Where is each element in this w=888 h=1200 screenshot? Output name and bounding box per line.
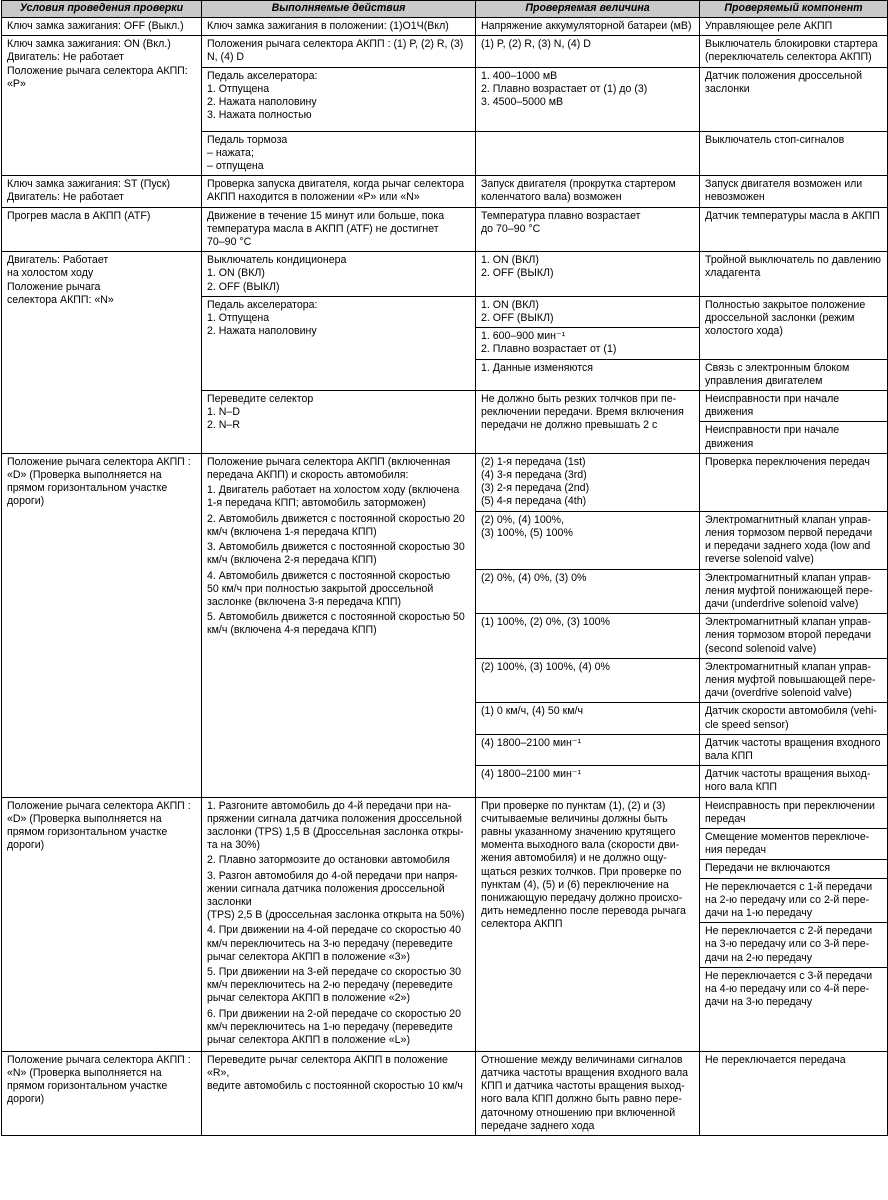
text-line: Напряжение аккумуляторной батареи (мВ) bbox=[481, 20, 692, 32]
text-line: ления муфтой понижающей пере- bbox=[705, 584, 873, 597]
text-line: Не переключается с 1-й передачи bbox=[705, 880, 873, 893]
text-line: 4. При движении на 4-ой передаче со скоростью 40 bbox=[207, 924, 462, 937]
action-paragraph bbox=[207, 570, 471, 610]
text-line: Положение рычага bbox=[7, 280, 101, 293]
cell-value bbox=[476, 18, 700, 36]
cell-conditions bbox=[2, 1051, 202, 1135]
text-line: (4) 3-я передача (3rd) bbox=[481, 469, 587, 482]
text-line: reverse solenoid valve) bbox=[705, 553, 814, 566]
text-line: Переведите рычаг селектора АКПП в положение «R», bbox=[207, 1053, 451, 1079]
cell-actions bbox=[202, 67, 476, 131]
text-line: Неисправности при начале bbox=[705, 424, 840, 437]
text-line: 1. Разгоните автомобиль до 4-й передачи при на- bbox=[207, 799, 452, 812]
cell-component bbox=[700, 18, 888, 36]
header-actions: Выполняемые действия bbox=[202, 1, 476, 18]
cell-value bbox=[476, 734, 700, 765]
table-row bbox=[2, 1051, 888, 1135]
text-line: на 3-ю передачу или со 3-й пере- bbox=[705, 938, 870, 951]
cell-value bbox=[476, 766, 700, 797]
text-line: (1) 0 км/ч, (4) 50 км/ч bbox=[481, 705, 583, 718]
cell-value bbox=[476, 614, 700, 659]
text-line: 1. ON (ВКЛ) bbox=[481, 298, 539, 311]
text-line: ления тормозом первой передачи bbox=[705, 526, 873, 539]
text-line: до 70–90 °C bbox=[481, 222, 541, 235]
text-line: Положение рычага селектора АКПП: «P» bbox=[7, 64, 191, 90]
text-line: Педаль акселератора: bbox=[207, 69, 318, 82]
text-line: 2. Плавно возрастает от (1) bbox=[481, 343, 617, 356]
text-line: АКПП находится в положении «P» или «N» bbox=[207, 191, 420, 204]
text-line: (2) 0%, (4) 0%, (3) 0% bbox=[481, 571, 587, 584]
text-line: та на 30%) bbox=[207, 839, 260, 852]
text-line: Передачи не включаются bbox=[705, 862, 831, 875]
cell-conditions bbox=[2, 252, 202, 454]
text-line: дачи на 1-ю передачу bbox=[705, 906, 813, 919]
cell-component bbox=[700, 511, 888, 569]
table-row bbox=[2, 36, 888, 67]
text-line: 5. Автомобиль движется с постоянной скоростью 50 bbox=[207, 611, 465, 624]
text-line: дить немедленно после перевода рычага bbox=[481, 905, 686, 918]
text-line: Выключатель кондиционера bbox=[207, 254, 347, 267]
text-line: Температура плавно возрастает bbox=[481, 209, 641, 222]
text-line: дачи на 3-ю передачу bbox=[705, 996, 813, 1009]
text-line: на холостом ходу bbox=[7, 267, 94, 280]
cell-value bbox=[476, 328, 700, 359]
text-line: 1. 600–900 мин⁻¹ bbox=[481, 330, 566, 343]
text-line: Положение рычага селектора АКПП : bbox=[7, 1053, 191, 1066]
text-line: 1. Отпущена bbox=[207, 82, 270, 95]
text-line: 2. OFF (ВЫКЛ) bbox=[481, 267, 554, 280]
text-line: щаться резких толчков. При проверке по bbox=[481, 865, 682, 878]
text-line: реключении передачи. Время включения bbox=[481, 406, 684, 419]
text-line: 3. Автомобиль движется с постоянной скоростью 30 bbox=[207, 541, 465, 554]
cell-component bbox=[700, 176, 888, 207]
cell-value bbox=[476, 511, 700, 569]
text-line: Ключ замка зажигания: ST (Пуск) bbox=[7, 178, 170, 191]
text-line: 1-я передача КПП; автомобиль заторможен) bbox=[207, 497, 426, 510]
cell-value bbox=[476, 453, 700, 511]
text-line: (5) 4-я передача (4th) bbox=[481, 495, 587, 508]
text-line: Электромагнитный клапан управ- bbox=[705, 660, 871, 673]
text-line: (4) 1800–2100 мин⁻¹ bbox=[481, 768, 582, 781]
cell-actions bbox=[202, 453, 476, 797]
cell-component bbox=[700, 614, 888, 659]
cell-component bbox=[700, 658, 888, 703]
cell-component bbox=[700, 453, 888, 511]
text-line: прямом горизонтальном участке bbox=[7, 1080, 168, 1093]
cell-component bbox=[700, 967, 888, 1051]
cell-conditions bbox=[2, 18, 202, 36]
text-line: Датчик частоты вращения входного bbox=[705, 736, 881, 749]
text-line: прямом горизонтальном участке bbox=[7, 482, 168, 495]
cell-value bbox=[476, 296, 700, 327]
text-line: Запуск двигателя (прокрутка стартером bbox=[481, 178, 676, 191]
text-line: (2) 0%, (4) 100%, bbox=[481, 513, 565, 526]
text-line: движения bbox=[705, 437, 754, 450]
cell-value bbox=[476, 207, 700, 252]
text-line: 3. Разгон автомобиля до 4-ой передачи при напря- bbox=[207, 869, 458, 882]
cell-component bbox=[700, 797, 888, 828]
text-line: (1) 100%, (2) 0%, (3) 100% bbox=[481, 616, 610, 629]
text-line: даточному отношению при включенной bbox=[481, 1106, 676, 1119]
text-line: Переведите селектор bbox=[207, 393, 314, 406]
text-line: Запуск двигателя возможен или bbox=[705, 178, 863, 191]
cell-value bbox=[476, 36, 700, 67]
header-component: Проверяемый компонент bbox=[700, 1, 888, 18]
text-line: дачи (overdrive solenoid valve) bbox=[705, 687, 852, 700]
text-line: Датчик температуры масла в АКПП bbox=[705, 209, 880, 222]
action-paragraph bbox=[207, 800, 471, 853]
text-line: 2. OFF (ВЫКЛ) bbox=[481, 312, 554, 325]
text-line: Тройной выключатель по давлению bbox=[705, 254, 881, 267]
action-paragraph bbox=[207, 1008, 471, 1048]
cell-actions bbox=[202, 176, 476, 207]
text-line: 2. Плавно затормозите до остановки автомобиля bbox=[207, 854, 450, 867]
text-line: Положение рычага селектора АКПП (включенная bbox=[207, 455, 451, 468]
text-line: ного вала КПП должно быть равно пере- bbox=[481, 1093, 682, 1106]
cell-component bbox=[700, 569, 888, 614]
cell-value bbox=[476, 569, 700, 614]
text-line: ного вала КПП bbox=[705, 781, 778, 794]
text-line: Ключ замка зажигания: OFF (Выкл.) bbox=[7, 20, 184, 32]
text-line: 1. Отпущена bbox=[207, 312, 270, 325]
cell-component bbox=[700, 828, 888, 859]
cell-value bbox=[476, 359, 700, 390]
text-line: Ключ замка зажигания: ON (Вкл.) bbox=[7, 38, 171, 51]
cell-component bbox=[700, 252, 888, 297]
cell-value bbox=[476, 658, 700, 703]
cell-conditions bbox=[2, 36, 202, 176]
text-line: Электромагнитный клапан управ- bbox=[705, 571, 871, 584]
text-line: 50 км/ч при полностью закрытой дроссельной bbox=[207, 582, 434, 595]
text-line: Двигатель: Не работает bbox=[7, 51, 124, 64]
text-line: вала КПП bbox=[705, 749, 753, 762]
text-line: заслонки bbox=[705, 82, 750, 95]
text-line: «D» (Проверка выполняется на bbox=[7, 469, 162, 482]
cell-value bbox=[476, 131, 700, 176]
text-line: (TPS) 2,5 В (дроссельная заслонка открыта на 50%) bbox=[207, 909, 465, 922]
text-line: Датчик скорости автомобиля (vehi- bbox=[705, 705, 877, 718]
table-row bbox=[2, 207, 888, 252]
text-line: Выключатель стоп-сигналов bbox=[705, 133, 845, 146]
text-line: км/ч переключитесь на 2-ю передачу (переведите bbox=[207, 979, 453, 992]
text-line: на 2-ю передачу или со 2-й пере- bbox=[705, 893, 870, 906]
text-line: передач bbox=[705, 812, 746, 825]
text-line: Прогрев масла в АКПП (ATF) bbox=[7, 209, 151, 222]
text-line: (1) P, (2) R, (3) N, (4) D bbox=[481, 38, 591, 51]
cell-component bbox=[700, 131, 888, 176]
text-line: Положения рычага селектора АКПП : (1) P, (2) R, (3) bbox=[207, 38, 464, 51]
text-line: (2) 1-я передача (1st) bbox=[481, 455, 586, 468]
cell-value bbox=[476, 391, 700, 454]
cell-value bbox=[476, 797, 700, 1051]
cell-actions bbox=[202, 797, 476, 1051]
text-line: Электромагнитный клапан управ- bbox=[705, 513, 871, 526]
text-line: км/ч (включена 4-я передача КПП) bbox=[207, 624, 377, 637]
text-line: Двигатель: Не работает bbox=[7, 191, 124, 204]
action-paragraph bbox=[207, 611, 471, 637]
text-line: коленчатого вала) возможен bbox=[481, 191, 622, 204]
text-line: Положение рычага селектора АКПП : bbox=[7, 799, 191, 812]
text-line: – нажата; bbox=[207, 146, 254, 159]
text-line: Неисправность при переключении bbox=[705, 799, 875, 812]
diagnostic-table bbox=[1, 0, 888, 1136]
text-line: невозможен bbox=[705, 191, 765, 204]
table-row bbox=[2, 453, 888, 511]
cell-component bbox=[700, 1051, 888, 1135]
text-line: 5. При движении на 3-ей передаче со скоростью 30 bbox=[207, 965, 462, 978]
text-line: жении сигнала датчика положения дроссельной заслонки bbox=[207, 882, 448, 908]
text-line: 1. N–D bbox=[207, 406, 240, 419]
text-line: км/ч переключитесь на 1-ю передачу (переведите bbox=[207, 1020, 453, 1033]
cell-value bbox=[476, 1051, 700, 1135]
text-line: хладагента bbox=[705, 267, 761, 280]
text-line: пряжении сигнала датчика положения дроссельной bbox=[207, 812, 462, 825]
cell-component bbox=[700, 391, 888, 422]
text-line: Управляющее реле АКПП bbox=[705, 20, 833, 32]
text-line: селектора АКПП bbox=[481, 918, 563, 931]
text-line: Ключ замка зажигания в положении: (1)О1Ч(Вкл) bbox=[207, 20, 449, 32]
text-line: дороги) bbox=[7, 839, 45, 852]
text-line: (second solenoid valve) bbox=[705, 642, 817, 655]
cell-value bbox=[476, 67, 700, 131]
action-paragraph bbox=[207, 513, 471, 539]
text-line: считываемые величины должны быть bbox=[481, 812, 668, 825]
cell-component bbox=[700, 703, 888, 734]
text-line: движения bbox=[705, 406, 754, 419]
text-line: 2. Автомобиль движется с постоянной скоростью 20 bbox=[207, 512, 465, 525]
cell-actions bbox=[202, 391, 476, 454]
cell-conditions bbox=[2, 797, 202, 1051]
action-paragraph bbox=[207, 870, 471, 923]
header-conditions: Условия проведения проверки bbox=[2, 1, 202, 18]
cell-actions bbox=[202, 131, 476, 176]
cell-component bbox=[700, 207, 888, 252]
cell-conditions bbox=[2, 207, 202, 252]
text-line: прямом горизонтальном участке bbox=[7, 825, 168, 838]
text-line: (4) 1800–2100 мин⁻¹ bbox=[481, 736, 582, 749]
text-line: 1. Данные изменяются bbox=[481, 361, 594, 374]
cell-component bbox=[700, 766, 888, 797]
cell-component bbox=[700, 422, 888, 453]
header-row bbox=[2, 1, 888, 18]
text-line: При проверке по пунктам (1), (2) и (3) bbox=[481, 799, 666, 812]
cell-component bbox=[700, 860, 888, 878]
text-line: Отношение между величинами сигналов bbox=[481, 1053, 683, 1066]
cell-component bbox=[700, 923, 888, 968]
text-line: Неисправности при начале bbox=[705, 393, 840, 406]
cell-actions bbox=[202, 36, 476, 67]
action-paragraph bbox=[207, 924, 471, 964]
action-paragraph bbox=[207, 854, 471, 867]
text-line: датчика частоты вращения входного вала bbox=[481, 1066, 689, 1079]
text-line: 1. 400–1000 мВ bbox=[481, 69, 558, 82]
text-line: и передачи заднего хода (low and bbox=[705, 540, 871, 553]
cell-actions bbox=[202, 18, 476, 36]
cell-component bbox=[700, 296, 888, 359]
text-line: Не должно быть резких толчков при пе- bbox=[481, 393, 677, 406]
text-line: Датчик положения дроссельной bbox=[705, 69, 863, 82]
text-line: заслонке (включена 3-я передача КПП) bbox=[207, 595, 401, 608]
text-line: 1. ON (ВКЛ) bbox=[207, 267, 265, 280]
text-line: Положение рычага селектора АКПП : bbox=[7, 455, 191, 468]
text-line: 1. Двигатель работает на холостом ходу (включена bbox=[207, 484, 460, 497]
text-line: КПП и датчика частоты вращения выход- bbox=[481, 1080, 685, 1093]
text-line: Движение в течение 15 минут или больше, пока bbox=[207, 209, 445, 222]
action-paragraph bbox=[207, 541, 471, 567]
text-line: температура масла в АКПП (ATF) не достигнет bbox=[207, 222, 439, 235]
action-paragraph bbox=[207, 484, 471, 510]
text-line: 2. Плавно возрастает от (1) до (3) bbox=[481, 82, 648, 95]
text-line: дачи (underdrive solenoid valve) bbox=[705, 597, 859, 610]
text-line: Смещение моментов переключе- bbox=[705, 830, 870, 843]
text-line: дроссельной заслонки (режим bbox=[705, 312, 855, 325]
table-row bbox=[2, 18, 888, 36]
cell-value bbox=[476, 176, 700, 207]
header-value: Проверяемая величина bbox=[476, 1, 700, 18]
text-line: 3. 4500–5000 мВ bbox=[481, 96, 564, 109]
text-line: Проверка переключения передач bbox=[705, 455, 870, 468]
text-line: жения автомобиля) и не должно ощу- bbox=[481, 852, 667, 865]
text-line: Педаль тормоза bbox=[207, 133, 288, 146]
text-line: дороги) bbox=[7, 495, 45, 508]
text-line: дачи на 2-ю передачу bbox=[705, 951, 813, 964]
text-line: на 4-ю передачу или со 4-й пере- bbox=[705, 982, 870, 995]
text-line: (переключатель селектора АКПП) bbox=[705, 51, 872, 64]
cell-actions bbox=[202, 207, 476, 252]
text-line: управления двигателем bbox=[705, 374, 823, 387]
text-line: Выключатель блокировки стартера bbox=[705, 38, 878, 51]
action-paragraph bbox=[207, 966, 471, 1006]
text-line: (2) 100%, (3) 100%, (4) 0% bbox=[481, 660, 610, 673]
cell-component bbox=[700, 878, 888, 923]
text-line: холостого хода) bbox=[705, 325, 783, 338]
text-line: равны указанному значению крутящего bbox=[481, 825, 676, 838]
table-row bbox=[2, 176, 888, 207]
text-line: понижающую передачу должно происхо- bbox=[481, 891, 683, 904]
text-line: «D» (Проверка выполняется на bbox=[7, 812, 162, 825]
text-line: Педаль акселератора: bbox=[207, 298, 318, 311]
text-line: 6. При движении на 2-ой передаче со скоростью 20 bbox=[207, 1007, 462, 1020]
text-line: рычаг селектора АКПП в положение «2») bbox=[207, 992, 410, 1005]
text-line: cle speed sensor) bbox=[705, 718, 789, 731]
text-line: Не переключается с 2-й передачи bbox=[705, 925, 873, 938]
cell-conditions bbox=[2, 176, 202, 207]
cell-conditions bbox=[2, 453, 202, 797]
cell-value bbox=[476, 703, 700, 734]
action-paragraph bbox=[207, 456, 471, 482]
text-line: ления тормозом второй передачи bbox=[705, 629, 872, 642]
text-line: 1. ON (ВКЛ) bbox=[481, 254, 539, 267]
cell-component bbox=[700, 359, 888, 390]
text-line: 3. Нажата полностью bbox=[207, 109, 312, 122]
text-line: «N» (Проверка выполняется на bbox=[7, 1066, 162, 1079]
cell-actions bbox=[202, 1051, 476, 1135]
text-line: N, (4) D bbox=[207, 51, 245, 64]
cell-value bbox=[476, 252, 700, 297]
table-row bbox=[2, 252, 888, 297]
text-line: передачи не должно превышать 2 с bbox=[481, 419, 658, 432]
text-line: Двигатель: Работает bbox=[7, 254, 109, 267]
text-line: Электромагнитный клапан управ- bbox=[705, 616, 871, 629]
cell-actions bbox=[202, 252, 476, 297]
text-line: передача АКПП) и скорость автомобиля: bbox=[207, 469, 409, 482]
text-line: дороги) bbox=[7, 1093, 45, 1106]
text-line: рычаг селектора АКПП в положение «3») bbox=[207, 950, 410, 963]
text-line: 2. N–R bbox=[207, 419, 240, 432]
text-line: (3) 100%, (5) 100% bbox=[481, 526, 573, 539]
text-line: заслонки (TPS) 1,5 В (Дроссельная заслонка откры- bbox=[207, 825, 464, 838]
text-line: селектора АКПП: «N» bbox=[7, 293, 114, 306]
text-line: ния передач bbox=[705, 844, 766, 857]
text-line: км/ч (включена 1-я передача КПП) bbox=[207, 525, 377, 538]
text-line: Полностью закрытое положение bbox=[705, 298, 866, 311]
text-line: рычаг селектора АКПП в положение «L») bbox=[207, 1034, 410, 1046]
cell-component bbox=[700, 67, 888, 131]
cell-actions bbox=[202, 296, 476, 390]
text-line: 2. Нажата наполовину bbox=[207, 96, 317, 109]
text-line: 2. Нажата наполовину bbox=[207, 325, 317, 338]
text-line: Проверка запуска двигателя, когда рычаг селектора bbox=[207, 178, 464, 191]
cell-component bbox=[700, 36, 888, 67]
text-line: передаче заднего хода bbox=[481, 1119, 595, 1132]
text-line: момента выходного вала (скорости дви- bbox=[481, 839, 680, 852]
text-line: пунктам (4), (5) и (6) переключение на bbox=[481, 878, 669, 891]
text-line: ведите автомобиль с постоянной скоростью 10 км/ч bbox=[207, 1080, 463, 1093]
text-line: км/ч переключитесь на 3-ю передачу (переведите bbox=[207, 937, 453, 950]
text-line: Не переключается с 3-й передачи bbox=[705, 969, 873, 982]
text-line: Связь с электронным блоком bbox=[705, 361, 850, 374]
text-line: 70–90 °C bbox=[207, 236, 252, 249]
text-line: Не переключается передача bbox=[705, 1053, 846, 1066]
text-line: ления муфтой повышающей пере- bbox=[705, 673, 876, 686]
text-line: км/ч (включена 2-я передача КПП) bbox=[207, 554, 377, 567]
text-line: Датчик частоты вращения выход- bbox=[705, 768, 871, 781]
text-line: (3) 2-я передача (2nd) bbox=[481, 482, 590, 495]
table-row bbox=[2, 797, 888, 828]
cell-component bbox=[700, 734, 888, 765]
text-line: – отпущена bbox=[207, 160, 264, 173]
text-line: 4. Автомобиль движется с постоянной скоростью bbox=[207, 569, 451, 582]
text-line: 2. OFF (ВЫКЛ) bbox=[207, 280, 280, 293]
